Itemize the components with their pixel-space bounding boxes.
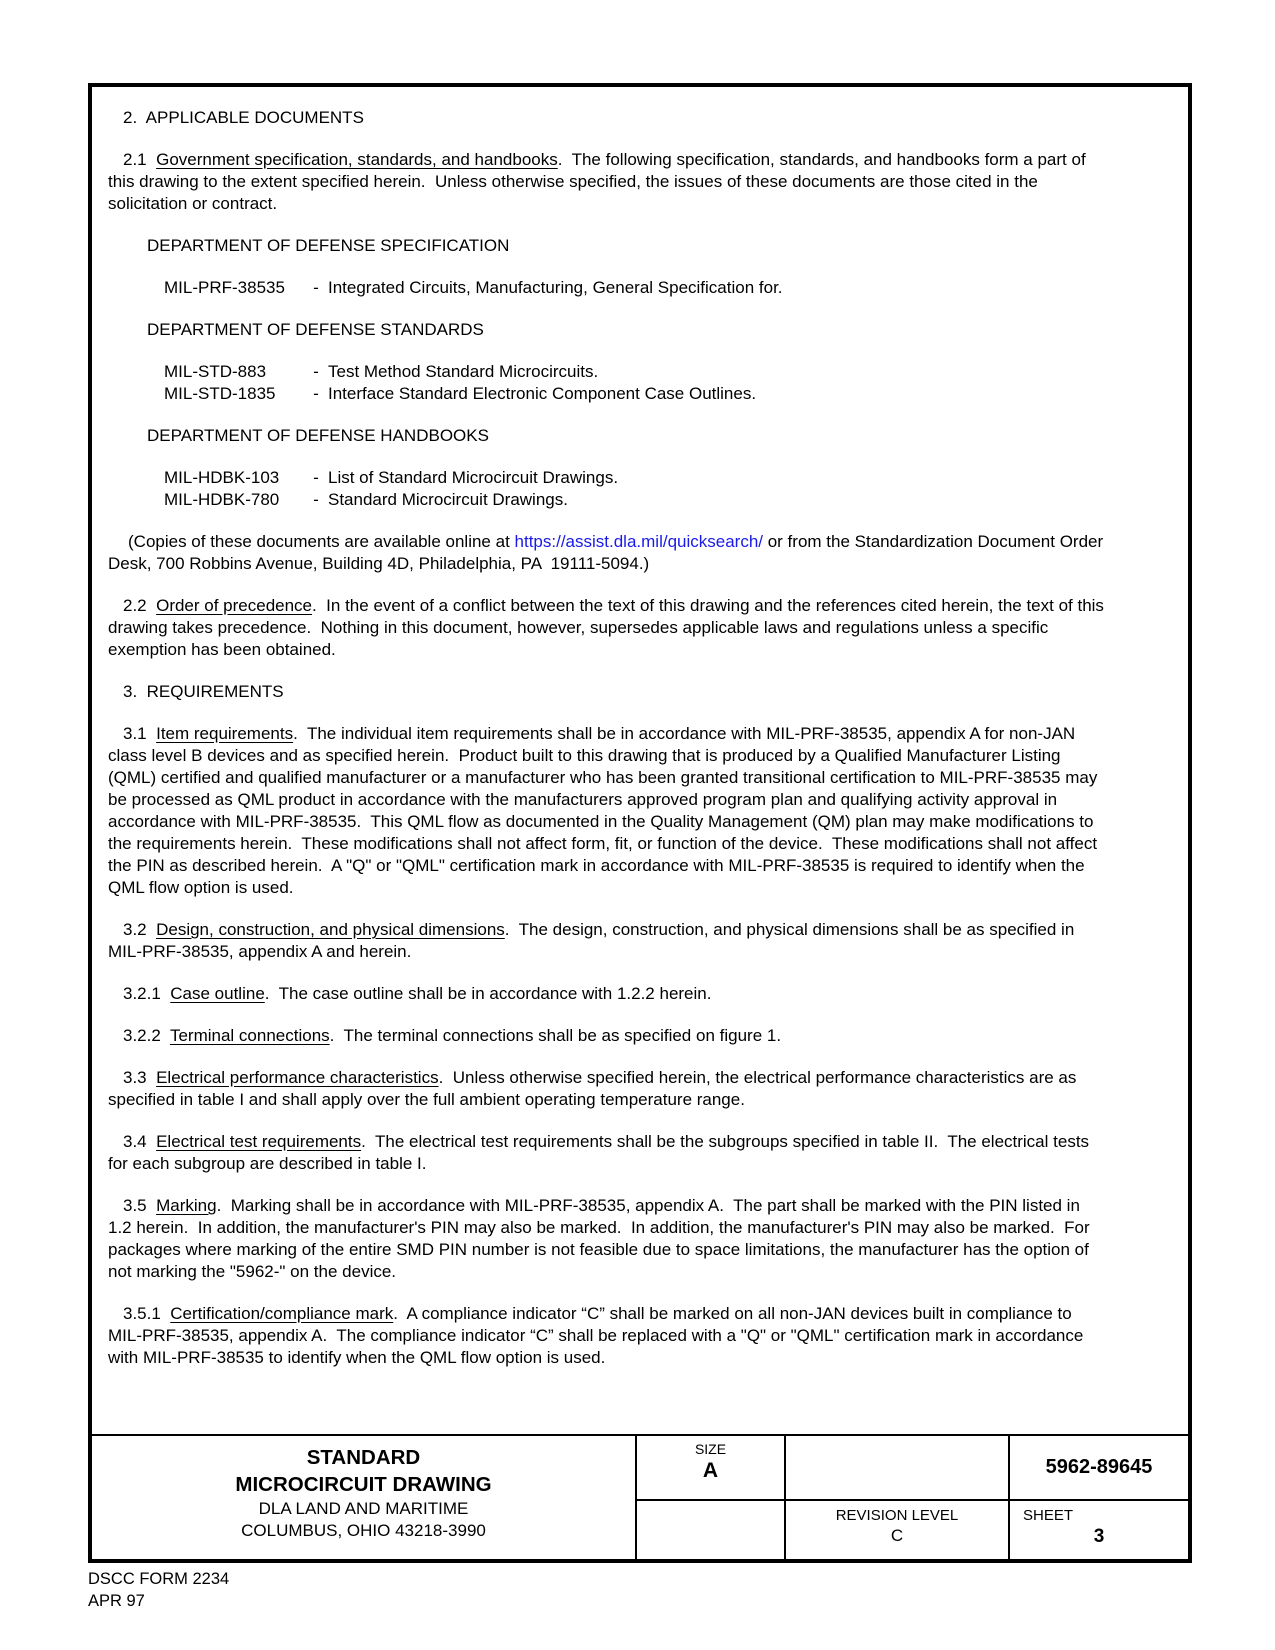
document-id: MIL-HDBK-780 xyxy=(164,490,280,509)
document-title: List of Standard Microcircuit Drawings. xyxy=(328,468,619,487)
text-run: . The case outline shall be in accordance with 1.2.2 herein. xyxy=(264,984,712,1003)
underlined-term: Case outline xyxy=(170,984,265,1003)
title-block-grid xyxy=(637,1436,1188,1559)
text-run: 3. REQUIREMENTS xyxy=(123,682,284,701)
smd-title-line2: MICROCIRCUIT DRAWING xyxy=(235,1473,492,1496)
org-address: COLUMBUS, OHIO 43218-3990 xyxy=(241,1521,486,1540)
text-run: 3.4 xyxy=(123,1132,157,1151)
def-item-mil-prf-38535 xyxy=(108,277,1105,299)
para-3-1 xyxy=(108,723,1105,899)
para-2-2 xyxy=(108,595,1109,661)
para-3-5-1 xyxy=(108,1303,1105,1369)
underlined-term: Design, construction, and physical dimensions xyxy=(156,920,505,939)
text-run: DEPARTMENT OF DEFENSE SPECIFICATION xyxy=(147,236,510,255)
org-name: DLA LAND AND MARITIME xyxy=(258,1499,469,1518)
text-run: 2.1 xyxy=(123,150,157,169)
form-note xyxy=(88,1568,229,1612)
text-run: 2.2 xyxy=(123,596,157,615)
sheet-cell xyxy=(1010,1501,1188,1559)
document-title: Standard Microcircuit Drawings. xyxy=(328,490,568,509)
def-item-mil-std-1835 xyxy=(108,383,1105,405)
para-2-1 xyxy=(108,149,1105,215)
text-run: 3.3 xyxy=(123,1068,157,1087)
drawing-sheet-frame xyxy=(88,83,1192,1563)
text-run: . The individual item requirements shall be in accordance with MIL-PRF-38535, appendix A for non-JAN class level B devices and as specified herein. Product built to this drawing that is produced by a Qualified Manufacturer Listing (QML) certified and qualified manufacturer or a manufacturer who has been granted transitional certification to MIL-PRF-38535 may be processed as QML product in accordance with the manufacturers approved program plan and qualifying activity approval in accordance with MIL-PRF-38535. This QML flow as documented in the Quality Management (QM) plan may make modifications to the requirements herein. These modifications shall not affect form, fit, or function of the device. These modifications shall not affect the PIN as described herein. A "Q" or "QML" certification mark in accordance with MIL-PRF-38535 is required to identify when the QML flow option is used. xyxy=(108,724,1103,897)
document-title: Test Method Standard Microcircuits. xyxy=(328,362,599,381)
text-run: DEPARTMENT OF DEFENSE STANDARDS xyxy=(147,320,484,339)
drawing-number-cell xyxy=(1010,1436,1188,1499)
document-body xyxy=(92,87,1188,1434)
document-id: MIL-PRF-38535 xyxy=(164,278,285,297)
size-label: SIZE xyxy=(694,1441,727,1457)
revision-label: REVISION LEVEL xyxy=(835,1507,959,1524)
size-value: A xyxy=(702,1459,719,1482)
section-2-heading xyxy=(108,107,1105,129)
para-copies-note xyxy=(108,531,1108,575)
dept-heading-standards xyxy=(108,319,1105,341)
separator-dash: - xyxy=(313,362,319,381)
document-title: Integrated Circuits, Manufacturing, General Specification for. xyxy=(328,278,783,297)
para-3-2 xyxy=(108,919,1105,963)
underlined-term: Order of precedence xyxy=(156,596,313,615)
text-run: . The terminal connections shall be as specified on figure 1. xyxy=(329,1026,782,1045)
underlined-term: Terminal connections xyxy=(169,1026,330,1045)
text-run: 3.5.1 xyxy=(123,1304,171,1323)
title-block-row-top xyxy=(637,1436,1188,1501)
sheet-label: SHEET xyxy=(1023,1507,1074,1524)
para-3-4 xyxy=(108,1131,1105,1175)
dept-heading-specification xyxy=(108,235,1105,257)
title-block-identity xyxy=(92,1436,637,1559)
separator-dash: - xyxy=(313,468,319,487)
revision-value: C xyxy=(890,1526,904,1545)
text-run: . A compliance indicator “C” shall be marked on all non-JAN devices built in compliance to MIL-PRF-38535, appendix A. The compliance indicator “C” shall be replaced with a "Q" or "QML" certification mark in accordance with MIL-PRF-38535 to identify when the QML flow option is used. xyxy=(108,1304,1089,1367)
underlined-term: Item requirements xyxy=(156,724,294,743)
underlined-term: Government specification, standards, and handbooks xyxy=(156,150,558,169)
para-3-5 xyxy=(108,1195,1105,1283)
form-date: APR 97 xyxy=(88,1592,145,1610)
size-cell xyxy=(637,1436,786,1499)
assist-quicksearch-link[interactable]: https://assist.dla.mil/quicksearch/ xyxy=(514,532,763,551)
text-run: (Copies of these documents are available online at xyxy=(128,532,515,551)
drawing-number: 5962-89645 xyxy=(1045,1456,1153,1478)
para-3-2-2 xyxy=(108,1025,1105,1047)
title-block xyxy=(92,1434,1188,1559)
text-run: . Unless otherwise specified herein, the electrical performance characteristics are as specified in table I and shall apply over the full ambient operating temperature range. xyxy=(108,1068,1082,1109)
dept-heading-handbooks xyxy=(108,425,1105,447)
cage-cell-empty xyxy=(786,1436,1010,1499)
underlined-term: Certification/compliance mark xyxy=(170,1304,394,1323)
text-run: . Marking shall be in accordance with MIL-PRF-38535, appendix A. The part shall be marked with the PIN listed in 1.2 herein. In addition, the manufacturer's PIN may also be marked. In addition, the manufacturer's PIN may also be marked. For packages where marking of the entire SMD PIN number is not feasible due to space limitations, the manufacturer has the option of not marking the "5962-" on the device. xyxy=(108,1196,1095,1281)
separator-dash: - xyxy=(313,490,319,509)
text-run: 3.5 xyxy=(123,1196,157,1215)
def-item-mil-hdbk-780 xyxy=(108,489,1105,511)
document-id: MIL-HDBK-103 xyxy=(164,468,280,487)
revision-cell xyxy=(786,1501,1010,1559)
title-block-row-bottom xyxy=(637,1501,1188,1559)
document-title: Interface Standard Electronic Component Case Outlines. xyxy=(328,384,757,403)
text-run: . The following specification, standards, and handbooks form a part of this drawing to the extent specified herein. Unless otherwise specified, the issues of these documents are those cited in the solicitation or contract. xyxy=(108,150,1091,213)
underlined-term: Electrical performance characteristics xyxy=(156,1068,439,1087)
separator-dash: - xyxy=(313,278,319,297)
text-run: 2. APPLICABLE DOCUMENTS xyxy=(123,108,364,127)
text-run: DEPARTMENT OF DEFENSE HANDBOOKS xyxy=(147,426,489,445)
smd-title-line1: STANDARD xyxy=(306,1446,421,1469)
underlined-term: Marking xyxy=(156,1196,217,1215)
text-run: 3.2.2 xyxy=(123,1026,170,1045)
para-3-3 xyxy=(108,1067,1105,1111)
text-run: . In the event of a conflict between the text of this drawing and the references cited herein, the text of this drawing takes precedence. Nothing in this document, however, supersedes applicable laws and regulations unless a specific exemption has been obtained. xyxy=(108,596,1109,659)
sheet-number: 3 xyxy=(1093,1526,1105,1547)
text-run: 3.2.1 xyxy=(123,984,171,1003)
size-cell-lower-empty xyxy=(637,1501,786,1559)
section-3-heading xyxy=(108,681,1105,703)
document-id: MIL-STD-1835 xyxy=(164,384,276,403)
document-id: MIL-STD-883 xyxy=(164,362,267,381)
underlined-term: Electrical test requirements xyxy=(156,1132,362,1151)
def-item-mil-hdbk-103 xyxy=(108,467,1105,489)
separator-dash: - xyxy=(313,384,319,403)
text-run: or from the Standardization Document Order Desk, 700 Robbins Avenue, Building 4D, Philadelphia, PA 19111-5094.) xyxy=(108,532,1108,573)
para-3-2-1 xyxy=(108,983,1105,1005)
def-item-mil-std-883 xyxy=(108,361,1105,383)
text-run: . The electrical test requirements shall be the subgroups specified in table II. The electrical tests for each subgroup are described in table I. xyxy=(108,1132,1094,1173)
form-number: DSCC FORM 2234 xyxy=(88,1570,230,1588)
text-run: 3.2 xyxy=(123,920,157,939)
text-run: 3.1 xyxy=(123,724,157,743)
text-run: . The design, construction, and physical dimensions shall be as specified in MIL-PRF-38535, appendix A and herein. xyxy=(108,920,1080,961)
